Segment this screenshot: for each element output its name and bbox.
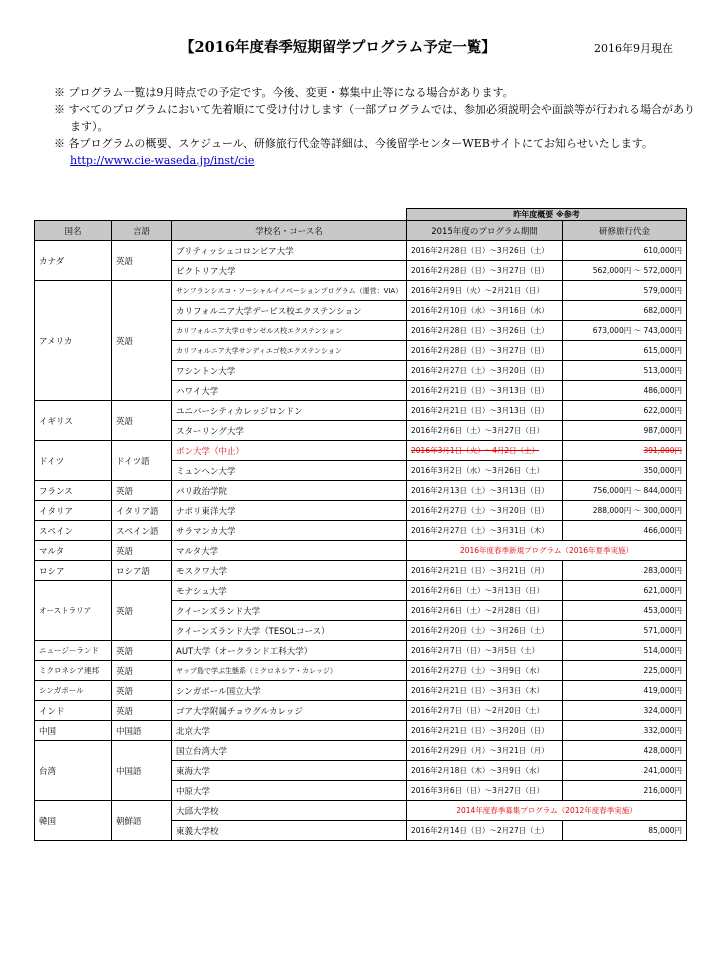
fee-cell: 756,000円 ～ 844,000円 xyxy=(563,481,687,501)
country-cell: ミクロネシア連邦 xyxy=(35,661,112,681)
fee-cell: 673,000円 ～ 743,000円 xyxy=(563,321,687,341)
fee-cell: 615,000円 xyxy=(563,341,687,361)
language-cell: 英語 xyxy=(112,481,172,501)
school-cell: カリフォルニア大学ロサンゼルス校エクステンション xyxy=(172,321,407,341)
language-cell: 英語 xyxy=(112,281,172,401)
language-cell: 英語 xyxy=(112,581,172,641)
as-of-date: 2016年9月現在 xyxy=(594,42,673,55)
country-cell: イタリア xyxy=(35,501,112,521)
fee-cell: 579,000円 xyxy=(563,281,687,301)
language-cell: 英語 xyxy=(112,681,172,701)
school-cell: サンフランシスコ・ソーシャルイノベーションプログラム（運営：VIA） xyxy=(172,281,407,301)
period-cell: 2016年2月21日（日）～3月13日（日） xyxy=(407,381,563,401)
note-text: ※ 各プログラムの概要、スケジュール、研修旅行代金等詳細は、今後留学センターWEBサイトにてお知らせいたします。 xyxy=(54,137,653,150)
fee-cell: 85,000円 xyxy=(563,821,687,841)
note-text: ※ すべてのプログラムにおいて先着順にて受け付けします（一部プログラムでは、参加必須説明会や面談等が行われる場合があります）。 xyxy=(54,103,696,133)
school-cell: ハワイ大学 xyxy=(172,381,407,401)
fee-cell: 283,000円 xyxy=(563,561,687,581)
fee-cell: 610,000円 xyxy=(563,241,687,261)
country-cell: オーストラリア xyxy=(35,581,112,641)
language-cell: 英語 xyxy=(112,661,172,681)
language-cell: 中国語 xyxy=(112,721,172,741)
table-row xyxy=(35,501,687,521)
period-cell: 2016年2月7日（日）～3月5日（土） xyxy=(407,641,563,661)
period-cell: 2016年2月20日（土）～3月26日（土） xyxy=(407,621,563,641)
period-cell: 2016年2月27日（土）～3月9日（水） xyxy=(407,661,563,681)
page-title: 【2016年度春季短期留学プログラム予定一覧】 xyxy=(180,39,496,56)
school-cell: ヤップ島で学ぶ生態系（ミクロネシア・カレッジ） xyxy=(172,661,407,681)
last-year-label: 昨年度概要 ※参考 xyxy=(407,209,687,221)
note-text: ※ プログラム一覧は9月時点での予定です。今後、変更・募集中止等になる場合があります。 xyxy=(54,86,514,99)
school-cell: スターリング大学 xyxy=(172,421,407,441)
school-cell: サラマンカ大学 xyxy=(172,521,407,541)
fee-cell: 621,000円 xyxy=(563,581,687,601)
period-cell: 2016年2月18日（木）～3月9日（水） xyxy=(407,761,563,781)
language-cell: 英語 xyxy=(112,641,172,661)
school-cell: ナポリ東洋大学 xyxy=(172,501,407,521)
school-cell: 北京大学 xyxy=(172,721,407,741)
table-row xyxy=(35,561,687,581)
country-cell: 中国 xyxy=(35,721,112,741)
school-cell: 東海大学 xyxy=(172,761,407,781)
table-row xyxy=(35,241,687,261)
school-cell: 大邱大学校 xyxy=(172,801,407,821)
table-row xyxy=(35,721,687,741)
fee-cell: 428,000円 xyxy=(563,741,687,761)
period-cell: 2016年2月21日（日）～3月3日（木） xyxy=(407,681,563,701)
fee-cell: 466,000円 xyxy=(563,521,687,541)
period-cell: 2016年2月28日（日）～3月26日（土） xyxy=(407,241,563,261)
fee-cell: 288,000円 ～ 300,000円 xyxy=(563,501,687,521)
fee-cell: 241,000円 xyxy=(563,761,687,781)
fee-cell: 324,000円 xyxy=(563,701,687,721)
header-school: 学校名・コース名 xyxy=(172,221,407,241)
note-3 xyxy=(54,135,704,169)
last-year-header-row xyxy=(35,209,687,221)
country-cell: スペイン xyxy=(35,521,112,541)
school-cell: ゴア大学附属チョウグルカレッジ xyxy=(172,701,407,721)
period-cell: 2016年2月21日（日）～3月20日（日） xyxy=(407,721,563,741)
school-cell: AUT大学（オークランド工科大学） xyxy=(172,641,407,661)
table-row xyxy=(35,481,687,501)
table-row xyxy=(35,741,687,761)
country-cell: マルタ xyxy=(35,541,112,561)
period-cell: 2016年2月27日（土）～3月20日（日） xyxy=(407,501,563,521)
school-cell: ユニバーシティカレッジロンドン xyxy=(172,401,407,421)
period-cell: 2016年2月27日（土）～3月31日（木） xyxy=(407,521,563,541)
school-cell: ミュンヘン大学 xyxy=(172,461,407,481)
period-cell: 2016年2月6日（土）～2月28日（日） xyxy=(407,601,563,621)
country-cell: カナダ xyxy=(35,241,112,281)
period-cell: 2016年2月10日（水）～3月16日（水） xyxy=(407,301,563,321)
country-cell: シンガポール xyxy=(35,681,112,701)
language-cell: スペイン語 xyxy=(112,521,172,541)
language-cell: ロシア語 xyxy=(112,561,172,581)
language-cell: 英語 xyxy=(112,701,172,721)
school-cell: モナシュ大学 xyxy=(172,581,407,601)
country-cell: フランス xyxy=(35,481,112,501)
fee-cell: 216,000円 xyxy=(563,781,687,801)
table-row xyxy=(35,541,687,561)
school-cell: パリ政治学院 xyxy=(172,481,407,501)
fee-cell: 486,000円 xyxy=(563,381,687,401)
school-cell: マルタ大学 xyxy=(172,541,407,561)
table-row xyxy=(35,681,687,701)
table-row xyxy=(35,401,687,421)
table-row xyxy=(35,281,687,301)
fee-cell: 562,000円 ～ 572,000円 xyxy=(563,261,687,281)
period-cell: 2016年2月21日（日）～3月21日（月） xyxy=(407,561,563,581)
period-cell: 2016年3月1日（火）～4月2日（土） xyxy=(407,441,563,461)
table-row xyxy=(35,801,687,821)
language-cell: 朝鮮語 xyxy=(112,801,172,841)
fee-cell: 514,000円 xyxy=(563,641,687,661)
table-row xyxy=(35,521,687,541)
period-cell: 2016年2月6日（土）～3月13日（日） xyxy=(407,581,563,601)
fee-cell: 987,000円 xyxy=(563,421,687,441)
table-row xyxy=(35,701,687,721)
fee-cell: 332,000円 xyxy=(563,721,687,741)
fee-cell: 453,000円 xyxy=(563,601,687,621)
notes-block xyxy=(54,84,704,169)
remark-cell: 2014年度春季募集プログラム（2012年度春季実施） xyxy=(407,801,687,821)
school-cell: ボン大学（中止） xyxy=(172,441,407,461)
country-cell: ドイツ xyxy=(35,441,112,481)
period-cell: 2016年2月29日（月）～3月21日（月） xyxy=(407,741,563,761)
language-cell: 英語 xyxy=(112,241,172,281)
country-cell: インド xyxy=(35,701,112,721)
language-cell: 中国語 xyxy=(112,741,172,801)
header-fee: 研修旅行代金 xyxy=(563,221,687,241)
header-period: 2015年度のプログラム期間 xyxy=(407,221,563,241)
school-cell: ワシントン大学 xyxy=(172,361,407,381)
fee-cell: 513,000円 xyxy=(563,361,687,381)
note-1 xyxy=(54,84,704,101)
school-cell: カリフォルニア大学サンディエゴ校エクステンション xyxy=(172,341,407,361)
note-2 xyxy=(54,101,704,135)
table-row xyxy=(35,661,687,681)
header-language: 言語 xyxy=(112,221,172,241)
school-cell: ブリティッシュコロンビア大学 xyxy=(172,241,407,261)
language-cell: イタリア語 xyxy=(112,501,172,521)
table-row xyxy=(35,441,687,461)
remark-cell: 2016年度春季新規プログラム（2016年夏季実施） xyxy=(407,541,687,561)
school-cell: 東義大学校 xyxy=(172,821,407,841)
school-cell: クイーンズランド大学 xyxy=(172,601,407,621)
table-row xyxy=(35,641,687,661)
fee-cell: 391,000円 xyxy=(563,441,687,461)
school-cell: ビクトリア大学 xyxy=(172,261,407,281)
country-cell: イギリス xyxy=(35,401,112,441)
country-cell: アメリカ xyxy=(35,281,112,401)
period-cell: 2016年2月27日（土）～3月20日（日） xyxy=(407,361,563,381)
table-row xyxy=(35,581,687,601)
country-cell: 韓国 xyxy=(35,801,112,841)
country-cell: 台湾 xyxy=(35,741,112,801)
fee-cell: 571,000円 xyxy=(563,621,687,641)
fee-cell: 622,000円 xyxy=(563,401,687,421)
period-cell: 2016年2月13日（土）～3月13日（日） xyxy=(407,481,563,501)
school-cell: 国立台湾大学 xyxy=(172,741,407,761)
language-cell: 英語 xyxy=(112,401,172,441)
school-cell: モスクワ大学 xyxy=(172,561,407,581)
language-cell: ドイツ語 xyxy=(112,441,172,481)
language-cell: 英語 xyxy=(112,541,172,561)
period-cell: 2016年3月2日（水）～3月26日（土） xyxy=(407,461,563,481)
school-cell: クイーンズランド大学（TESOLコース） xyxy=(172,621,407,641)
period-cell: 2016年2月6日（土）～3月27日（日） xyxy=(407,421,563,441)
country-cell: ロシア xyxy=(35,561,112,581)
fee-cell: 225,000円 xyxy=(563,661,687,681)
fee-cell: 682,000円 xyxy=(563,301,687,321)
period-cell: 2016年3月6日（日）～3月27日（日） xyxy=(407,781,563,801)
period-cell: 2016年2月21日（日）～3月13日（日） xyxy=(407,401,563,421)
period-cell: 2016年2月9日（火）～2月21日（日） xyxy=(407,281,563,301)
fee-cell: 350,000円 xyxy=(563,461,687,481)
school-cell: 中原大学 xyxy=(172,781,407,801)
country-cell: ニュージーランド xyxy=(35,641,112,661)
period-cell: 2016年2月14日（日）～2月27日（土） xyxy=(407,821,563,841)
header-row xyxy=(35,221,687,241)
program-table xyxy=(34,208,687,841)
fee-cell: 419,000円 xyxy=(563,681,687,701)
cie-website-link[interactable]: http://www.cie-waseda.jp/inst/cie xyxy=(70,154,255,167)
header-country: 国名 xyxy=(35,221,112,241)
school-cell: シンガポール国立大学 xyxy=(172,681,407,701)
period-cell: 2016年2月28日（日）～3月26日（土） xyxy=(407,321,563,341)
period-cell: 2016年2月28日（日）～3月27日（日） xyxy=(407,341,563,361)
school-cell: カリフォルニア大学デービス校エクステンション xyxy=(172,301,407,321)
period-cell: 2016年2月7日（日）～2月20日（土） xyxy=(407,701,563,721)
period-cell: 2016年2月28日（日）～3月27日（日） xyxy=(407,261,563,281)
